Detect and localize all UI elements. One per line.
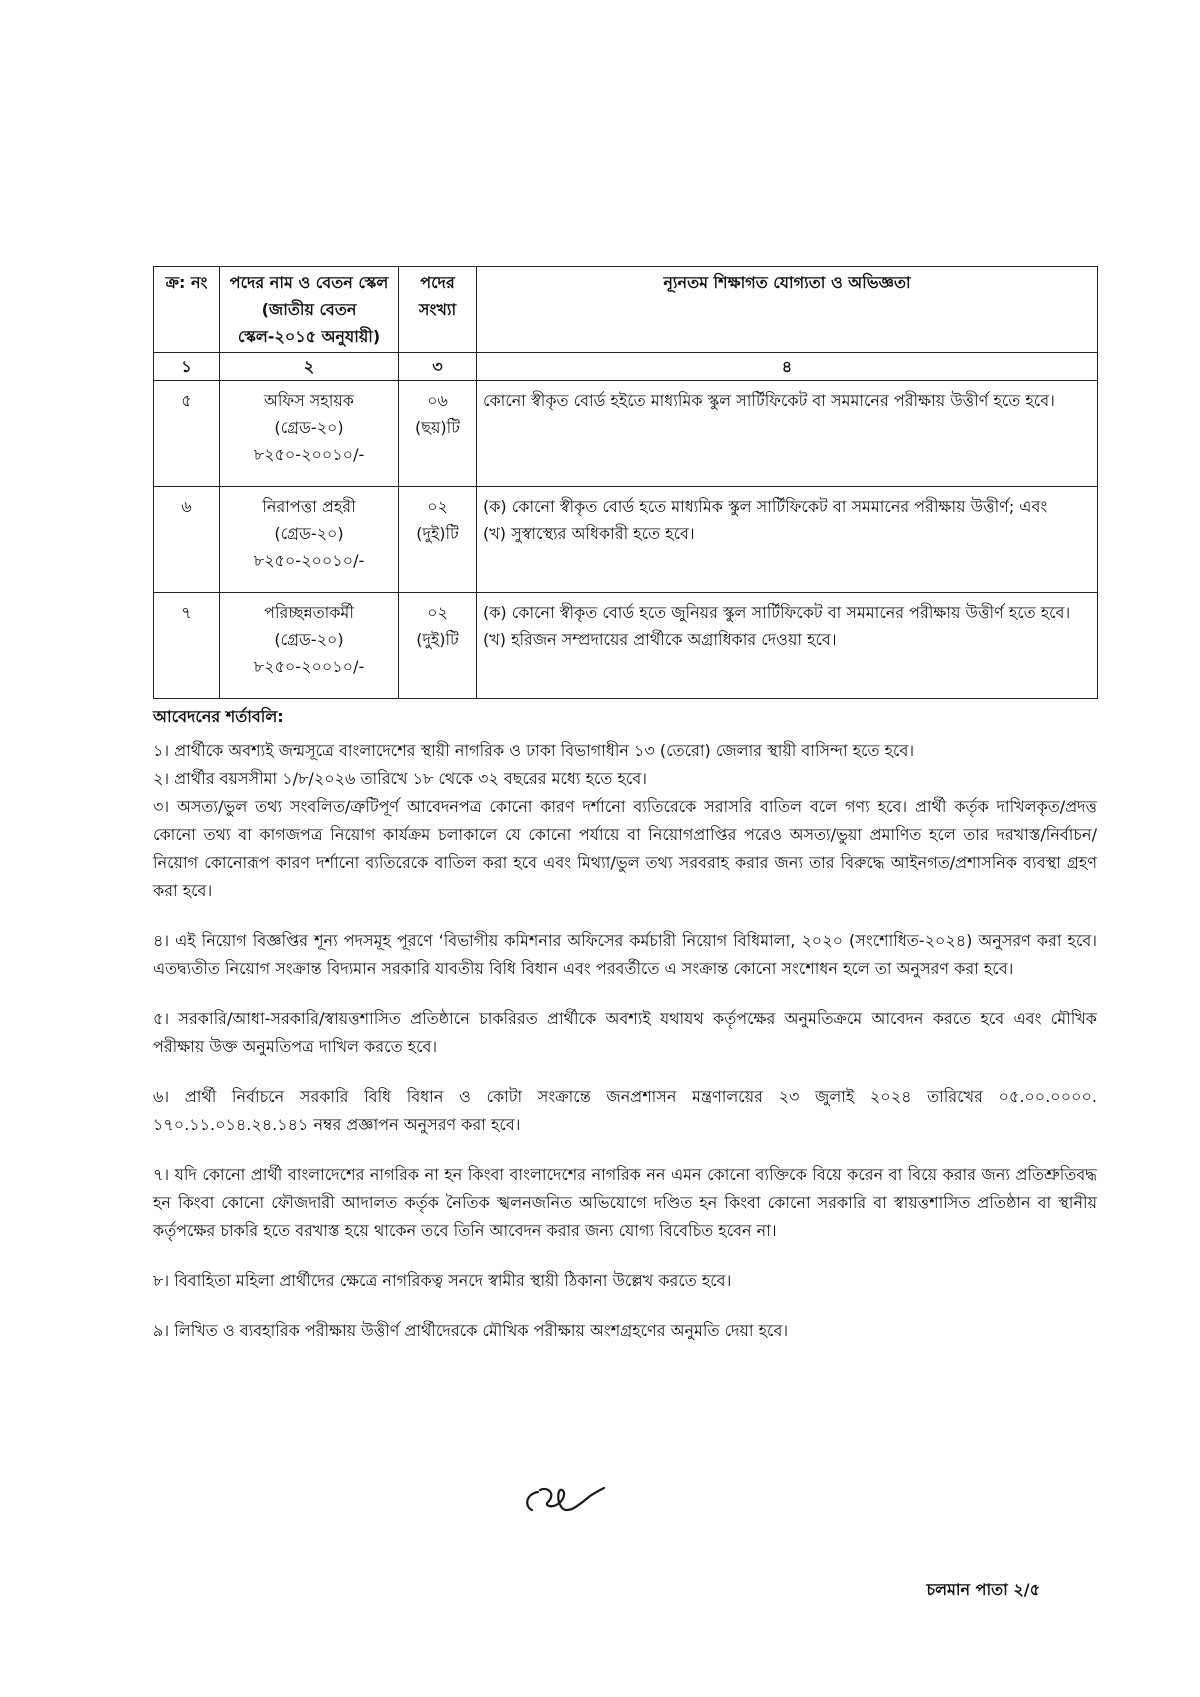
table-header-row (154, 267, 1098, 353)
row-post-cell (220, 381, 399, 487)
post-scale: ৮২৫০-২০০১০/- (253, 551, 365, 570)
row-post-cell (220, 487, 399, 593)
table-row (154, 381, 1098, 487)
column-number: ৪ (477, 353, 1098, 381)
signature-mark (518, 1476, 608, 1526)
header-count: পদের সংখ্যা (399, 267, 477, 353)
condition-item: ৪। এই নিয়োগ বিজ্ঞপ্তির শূন্য পদসমূহ পূরণে ‘বিভাগীয় কমিশনার অফিসের কর্মচারী নিয়োগ বিধিমালা, ২০২০ (সংশোধিত-২০২৪) অনুসরণ করা হবে। এতদ্ব্যতীত নিয়োগ সংক্রান্ত বিদ্যমান সরকারি যাবতীয় বিধি বিধান এবং পরবর্তীতে এ সংক্রান্ত কোনো সংশোধন হলে তা অনুসরণ করা হবে। (153, 931, 1097, 978)
conditions-heading: আবেদনের শর্তাবলি: (153, 707, 284, 726)
qualification-line: (খ) সুস্বাস্থ্যের অধিকারী হতে হবে। (483, 524, 695, 543)
condition-item: ৯। লিখিত ও ব্যবহারিক পরীক্ষায় উত্তীর্ণ প্রার্থীদেরকে মৌখিক পরীক্ষায় অংশগ্রহণের অনুমতি দেয়া হবে। (153, 1321, 789, 1340)
qualification-line: (খ) হরিজন সম্প্রদায়ের প্রার্থীকে অগ্রাধিকার দেওয়া হবে। (483, 630, 837, 649)
post-name: পরিচ্ছন্নতাকর্মী (264, 603, 354, 622)
post-count-words: (দুই)টি (416, 524, 459, 543)
header-post-name: পদের নাম ও বেতন স্কেল (জাতীয় বেতন স্কেল-২০১৫ অনুযায়ী) (220, 267, 399, 353)
post-count: ০৬ (427, 391, 448, 410)
condition-item: ৫। সরকারি/আধা-সরকারি/স্বায়ত্তশাসিত প্রতিষ্ঠানে চাকরিরত প্রার্থীকে অবশ্যই যথাযথ কর্তৃপক্ষের অনুমতিক্রমে আবেদন করতে হবে এবং মৌখিক পরীক্ষায় উক্ত অনুমতিপত্র দাখিল করতে হবে। (153, 1009, 1097, 1056)
condition-item: ৬। প্রার্থী নির্বাচনে সরকারি বিধি বিধান ও কোটা সংক্রান্তে জনপ্রশাসন মন্ত্রণালয়ের ২৩ জুলাই ২০২৪ তারিখের ০৫.০০.০০০০. ১৭০.১১.০১৪.২৪.১৪১ নম্বর প্রজ্ঞাপন অনুসরণ করা হবে। (153, 1087, 1097, 1134)
row-qualification-cell (477, 487, 1098, 593)
condition-item: ৮। বিবাহিতা মহিলা প্রার্থীদের ক্ষেত্রে নাগরিকত্ব সনদে স্বামীর স্থায়ী ঠিকানা উল্লেখ করতে হবে। (153, 1271, 732, 1290)
row-serial: ৬ (154, 487, 220, 593)
column-number: ২ (220, 353, 399, 381)
post-grade: (গ্রেড-২০) (274, 630, 344, 649)
application-conditions (153, 703, 1097, 1345)
posts-table (153, 266, 1098, 699)
table-row (154, 487, 1098, 593)
post-count-words: (দুই)টি (416, 630, 459, 649)
column-number-row (154, 353, 1098, 381)
row-qualification-cell (477, 381, 1098, 487)
row-qualification-cell (477, 593, 1098, 699)
condition-item: ১। প্রার্থীকে অবশ্যই জন্মসূত্রে বাংলাদেশের স্থায়ী নাগরিক ও ঢাকা বিভাগাধীন ১৩ (তেরো) জেলার স্থায়ী বাসিন্দা হতে হবে। (153, 741, 915, 760)
qualification-line: কোনো স্বীকৃত বোর্ড হইতে মাধ্যমিক স্কুল সার্টিফিকেট বা সমমানের পরীক্ষায় উত্তীর্ণ হতে হবে। (483, 391, 1055, 410)
table-row (154, 593, 1098, 699)
header-serial: ক্র: নং (154, 267, 220, 353)
post-count: ০২ (427, 497, 448, 516)
post-count-words: (ছয়)টি (415, 418, 460, 437)
qualification-line: (ক) কোনো স্বীকৃত বোর্ড হতে মাধ্যমিক স্কুল সার্টিফিকেট বা সমমানের পরীক্ষায় উত্তীর্ণ; এবং (483, 497, 1048, 516)
row-serial: ৭ (154, 593, 220, 699)
condition-item: ৭। যদি কোনো প্রার্থী বাংলাদেশের নাগরিক না হন কিংবা বাংলাদেশের নাগরিক নন এমন কোনো ব্যক্তিকে বিয়ে করেন বা বিয়ে করার জন্য প্রতিশ্রুতিবদ্ধ হন কিংবা কোনো ফৌজদারী আদালত কর্তৃক নৈতিক স্খলনজনিত অভিযোগে দণ্ডিত হন কিংবা কোনো সরকারি বা স্বায়ত্তশাসিত প্রতিষ্ঠান বা স্থানীয় কর্তৃপক্ষের চাকরি হতে বরখাস্ত হয়ে থাকেন তবে তিনি আবেদন করার জন্য যোগ্য বিবেচিত হবেন না। (153, 1165, 1097, 1240)
post-grade: (গ্রেড-২০) (274, 524, 344, 543)
post-scale: ৮২৫০-২০০১০/- (253, 445, 365, 464)
page-continuation-label: চলমান পাতা ২/৫ (926, 1580, 1040, 1599)
column-number: ৩ (399, 353, 477, 381)
condition-item: ২। প্রার্থীর বয়সসীমা ১/৮/২০২৬ তারিখে ১৮ থেকে ৩২ বছরের মধ্যে হতে হবে। (153, 769, 647, 788)
post-grade: (গ্রেড-২০) (274, 418, 344, 437)
row-serial: ৫ (154, 381, 220, 487)
condition-item: ৩। অসত্য/ভুল তথ্য সংবলিত/ত্রুটিপূর্ণ আবেদনপত্র কোনো কারণ দর্শানো ব্যতিরেকে সরাসরি বাতিল বলে গণ্য হবে। প্রার্থী কর্তৃক দাখিলকৃত/প্রদত্ত কোনো তথ্য বা কাগজপত্র নিয়োগ কার্যক্রম চলাকালে যে কোনো পর্যায়ে বা নিয়োগপ্রাপ্তির পরেও অসত্য/ভুয়া প্রমাণিত হলে তার দরখাস্ত/নির্বাচন/নিয়োগ কোনোরূপ কারণ দর্শানো ব্যতিরেকে বাতিল করা হবে এবং মিথ্যা/ভুল তথ্য সরবরাহ করার জন্য তার বিরুদ্ধে আইনগত/প্রশাসনিক ব্যবস্থা গ্রহণ করা হবে। (153, 797, 1097, 900)
post-count: ০২ (427, 603, 448, 622)
row-count-cell (399, 487, 477, 593)
row-count-cell (399, 593, 477, 699)
header-qualification: ন্যূনতম শিক্ষাগত যোগ্যতা ও অভিজ্ঞতা (477, 267, 1098, 353)
post-scale: ৮২৫০-২০০১০/- (253, 657, 365, 676)
row-count-cell (399, 381, 477, 487)
post-name: নিরাপত্তা প্রহরী (262, 497, 356, 516)
qualification-line: (ক) কোনো স্বীকৃত বোর্ড হতে জুনিয়র স্কুল সার্টিফিকেট বা সমমানের পরীক্ষায় উত্তীর্ণ হতে হবে। (483, 603, 1071, 622)
column-number: ১ (154, 353, 220, 381)
post-name: অফিস সহায়ক (263, 391, 355, 410)
row-post-cell (220, 593, 399, 699)
